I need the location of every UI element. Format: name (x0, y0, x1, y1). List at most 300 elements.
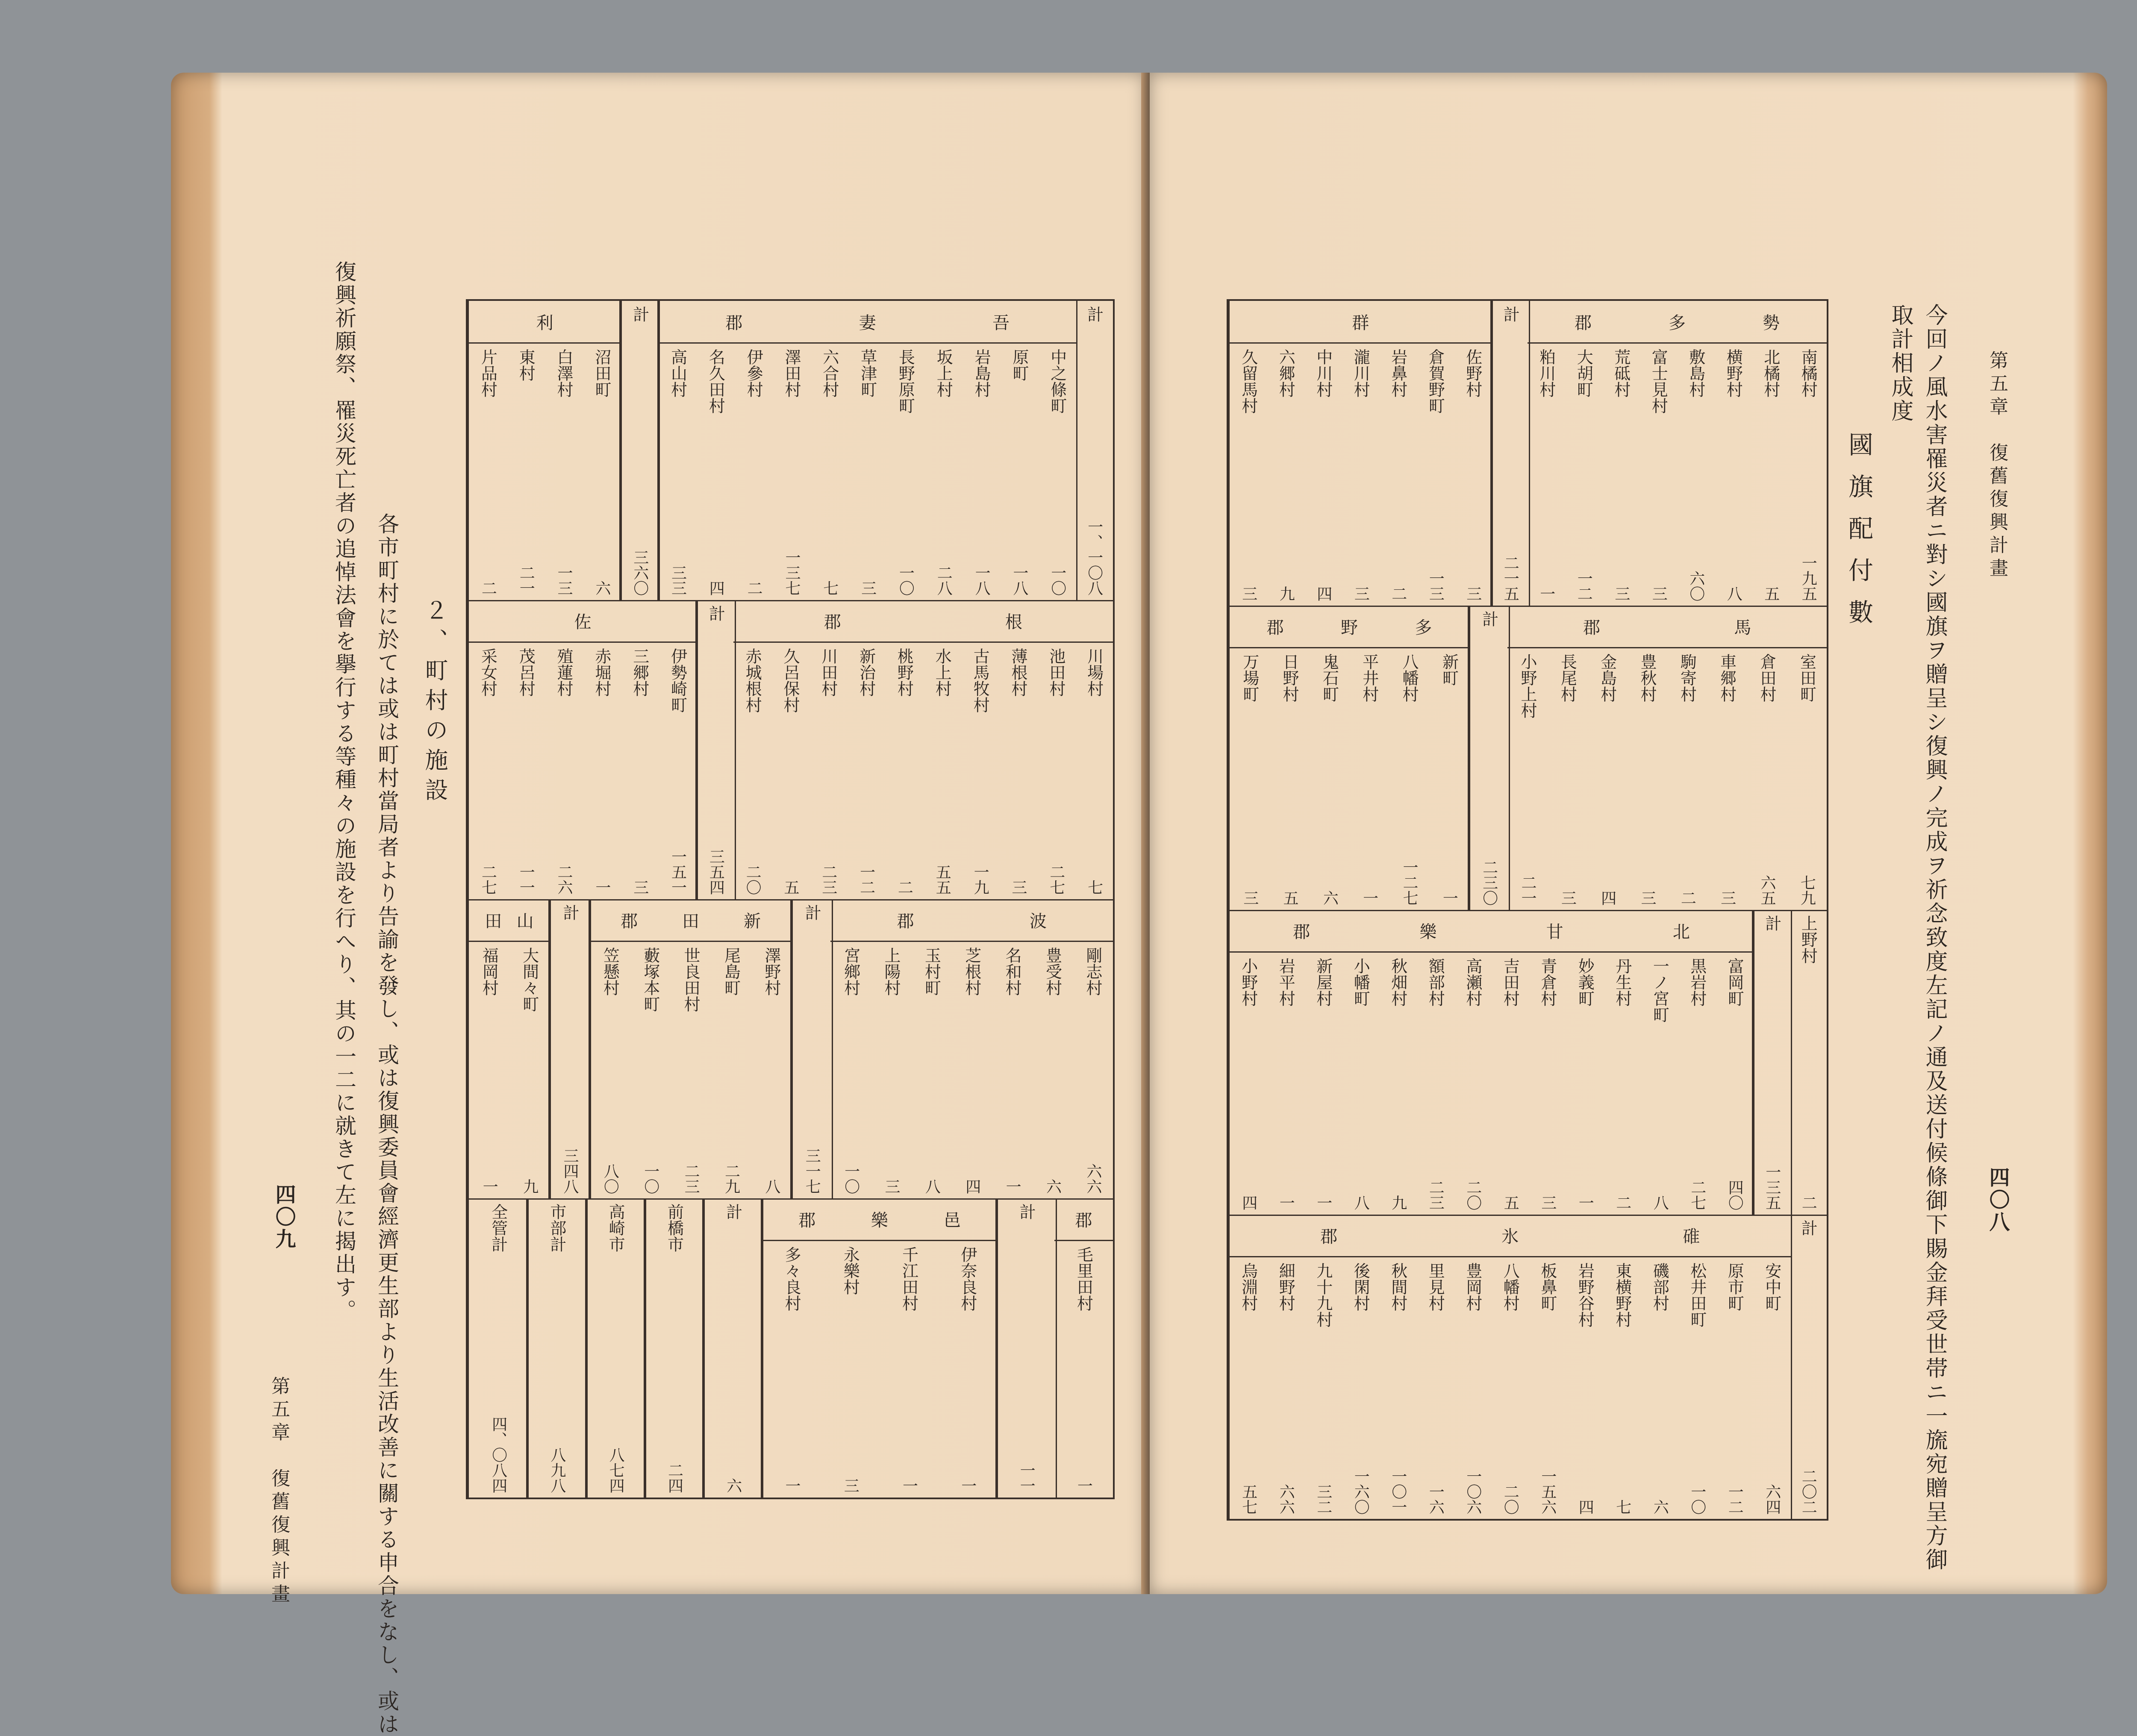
municipality-column (1073, 942, 1113, 1198)
district-name: 勢 多 郡 (1528, 301, 1827, 344)
flag-count: 六五 (1758, 875, 1776, 906)
municipality-name: 伊勢崎町 (668, 648, 687, 713)
flag-count: 三 (1009, 880, 1027, 895)
municipality-column (830, 942, 871, 1198)
municipality-column (809, 643, 847, 899)
municipality-name: 岩島村 (972, 349, 991, 397)
district-group (1054, 1198, 1113, 1498)
flag-count: 一 (1004, 1179, 1021, 1194)
flag-distribution-table (1227, 299, 1828, 1521)
flag-count: 五五 (933, 864, 951, 895)
flag-count: 三 (1239, 586, 1257, 601)
municipality-name: 東村 (516, 349, 536, 381)
municipality-column (1342, 344, 1380, 606)
municipality-name: 久呂保村 (780, 648, 800, 713)
flag-count: 二一五 (1501, 555, 1519, 601)
municipality-name: 秋間村 (1388, 1262, 1407, 1311)
municipality-column (1454, 1257, 1492, 1519)
flag-count: 五 (1762, 586, 1780, 601)
municipality-name: 額部村 (1426, 958, 1445, 1006)
municipality-columns (704, 1198, 762, 1498)
municipality-name: 細野村 (1276, 1262, 1295, 1311)
flag-count: 一、一〇八 (1085, 519, 1103, 596)
municipality-name: 鬼石町 (1320, 653, 1339, 702)
municipality-column (1566, 1257, 1604, 1519)
municipality-name: 青倉村 (1538, 958, 1557, 1006)
flag-count: 四 (1314, 586, 1332, 601)
municipality-name: 池田村 (1046, 648, 1066, 697)
flag-count: 九 (1389, 1195, 1407, 1210)
flag-count: 二三 (682, 1163, 700, 1194)
municipality-name: 高山村 (668, 349, 687, 397)
municipality-column (773, 344, 811, 600)
municipality-column (1267, 1257, 1305, 1519)
municipality-column (771, 643, 809, 899)
municipality-name: 福岡村 (480, 947, 499, 996)
table-band (1228, 1215, 1827, 1519)
municipality-name: 川場村 (1084, 648, 1104, 697)
municipality-column (1310, 648, 1349, 910)
municipality-columns (1230, 1257, 1791, 1519)
municipality-column (469, 1198, 527, 1498)
municipality-column (1492, 301, 1529, 606)
district-group (1507, 606, 1827, 910)
municipality-column (671, 942, 711, 1198)
municipality-column (659, 344, 697, 600)
municipality-column (961, 643, 999, 899)
municipality-name: 一ノ宮町 (1650, 958, 1669, 1023)
municipality-column (1267, 953, 1305, 1215)
municipality-name: 計 (1762, 915, 1781, 931)
municipality-column (963, 344, 1001, 600)
district-group (1228, 606, 1470, 910)
district-name: 波 郡 (830, 899, 1113, 942)
municipality-name: 毛里田村 (1074, 1246, 1093, 1311)
municipality-name: 小野村 (1239, 958, 1258, 1006)
flag-count: 二三 (1427, 1179, 1445, 1210)
municipality-name: 長尾村 (1558, 653, 1577, 702)
municipality-name: 上野村 (1798, 915, 1818, 964)
municipality-name: 吉田村 (1501, 958, 1520, 1006)
municipality-name: 沼田町 (592, 349, 611, 397)
flag-count: 八 (1651, 1195, 1669, 1210)
municipality-name: 富岡町 (1725, 958, 1744, 1006)
flag-count: 一〇六 (1464, 1468, 1482, 1515)
municipality-column (1379, 344, 1417, 606)
flag-count: 二八 (935, 565, 953, 596)
municipality-column (586, 1198, 645, 1498)
municipality-name: 小野上村 (1518, 653, 1537, 718)
municipality-column (1032, 942, 1072, 1198)
flag-count: 一 (1440, 890, 1458, 906)
municipality-columns (469, 942, 550, 1198)
municipality-column (1349, 648, 1389, 910)
municipality-name: 原市町 (1725, 1262, 1744, 1311)
municipality-name: 全管計 (489, 1203, 508, 1252)
municipality-name: 草津町 (858, 349, 877, 397)
municipality-column (1716, 1257, 1754, 1519)
flag-count: 六 (1651, 1499, 1669, 1515)
flag-count: 一 (1075, 1478, 1093, 1493)
district-name: 碓 氷 郡 (1230, 1215, 1791, 1257)
municipality-name: 岩鼻村 (1388, 349, 1407, 397)
municipality-name: 六郷村 (1276, 349, 1295, 397)
municipality-name: 豊岡村 (1463, 1262, 1482, 1311)
municipality-columns (1528, 344, 1827, 606)
flag-count: 六六 (1277, 1484, 1295, 1515)
municipality-column (1038, 344, 1076, 600)
flag-count: 八 (923, 1179, 941, 1194)
municipality-name: 新町 (1439, 653, 1459, 686)
flag-count: 三一七 (803, 1148, 821, 1194)
municipality-column (1075, 301, 1113, 600)
municipality-name: 南橘村 (1798, 349, 1818, 397)
municipality-column (1528, 344, 1565, 606)
flag-count: 四 (1576, 1499, 1594, 1515)
flag-count: 五七 (1239, 1484, 1257, 1515)
district-group (468, 301, 622, 600)
municipality-column (810, 344, 848, 600)
flag-count: 八 (1352, 1195, 1370, 1210)
municipality-column (1417, 344, 1454, 606)
municipality-column (847, 643, 885, 899)
municipality-name: 計 (723, 1203, 742, 1220)
flag-count: 一〇 (842, 1163, 860, 1194)
municipality-name: 藪塚本町 (641, 947, 660, 1012)
flag-count: 一 (1537, 586, 1555, 601)
table-band (468, 1198, 1113, 1498)
municipality-name: 世良田村 (681, 947, 701, 1012)
district-group (702, 1198, 763, 1498)
flag-count: 二 (1678, 890, 1696, 906)
municipality-columns (469, 1198, 527, 1498)
district-group (1228, 301, 1493, 606)
flag-count: 一〇 (897, 565, 915, 596)
municipality-column (1417, 1257, 1454, 1519)
municipality-column (1342, 1257, 1380, 1519)
district-name: 新 田 郡 (590, 899, 792, 942)
municipality-name: 玉村町 (922, 947, 941, 996)
flag-count: 三 (1718, 890, 1736, 906)
municipality-name: 高瀬村 (1463, 958, 1482, 1006)
municipality-name: 長野原町 (896, 349, 915, 414)
municipality-column (871, 942, 911, 1198)
flag-count: 三 (1352, 586, 1370, 601)
municipality-column (1304, 953, 1342, 1215)
municipality-column (645, 1198, 704, 1498)
flag-count: 二七 (1688, 1179, 1706, 1210)
municipality-column (923, 643, 961, 899)
municipality-name: 岩平村 (1276, 958, 1295, 1006)
municipality-name: 桃野村 (895, 648, 914, 697)
municipality-column (1715, 344, 1752, 606)
flag-count: 八 (762, 1179, 780, 1194)
municipality-column (1678, 953, 1716, 1215)
municipality-name: 上陽村 (881, 947, 901, 996)
municipality-column (762, 1241, 821, 1498)
municipality-column (621, 643, 659, 899)
municipality-column (1230, 648, 1269, 910)
municipality-columns (1790, 910, 1827, 1215)
municipality-name: 高崎市 (606, 1203, 625, 1252)
municipality-columns (1230, 648, 1469, 910)
municipality-name: 計 (630, 306, 649, 322)
flag-count: 二〇 (744, 864, 762, 895)
municipality-column (469, 344, 507, 600)
municipality-column (1787, 648, 1827, 910)
flag-count: 七九 (1798, 875, 1816, 906)
flag-count: 一 (959, 1478, 977, 1493)
district-name: 佐 (469, 600, 697, 643)
municipality-column (1389, 648, 1429, 910)
district-group (733, 600, 1113, 899)
municipality-columns (1469, 606, 1509, 910)
flag-count: 一 (1314, 1195, 1332, 1210)
municipality-name: 烏淵村 (1239, 1262, 1258, 1311)
flag-count: 一三五 (1763, 1164, 1781, 1210)
municipality-name: 大胡町 (1574, 349, 1593, 397)
left-section-title: ２、町村の施設 (421, 598, 448, 808)
flag-count: 三六〇 (631, 550, 649, 596)
district-group (1790, 910, 1827, 1215)
district-group (790, 899, 833, 1198)
district-group (1228, 910, 1754, 1215)
municipality-column (1641, 1257, 1679, 1519)
flag-count: 三三 (669, 565, 687, 596)
municipality-columns (469, 344, 621, 600)
right-table-title: 國旗配付數 (1844, 432, 1873, 641)
municipality-column (1267, 344, 1305, 606)
municipality-column (630, 942, 671, 1198)
municipality-column (886, 344, 924, 600)
municipality-name: 六合村 (820, 349, 839, 397)
flag-count: 二 (479, 580, 497, 596)
district-group (468, 899, 551, 1198)
flag-count: 一一 (1018, 1462, 1036, 1493)
municipality-column (952, 942, 992, 1198)
municipality-column (1269, 648, 1309, 910)
municipality-column (938, 1241, 997, 1498)
open-book (171, 73, 2103, 1736)
flag-count: 一五六 (1539, 1468, 1557, 1515)
municipality-column (1587, 648, 1627, 910)
municipality-name: 久留馬村 (1239, 349, 1258, 414)
municipality-name: 剛志村 (1083, 947, 1102, 996)
municipality-column (469, 643, 507, 899)
flag-count: 二一 (517, 565, 535, 596)
municipality-columns (1230, 953, 1753, 1215)
flag-count: 六 (724, 1478, 742, 1493)
municipality-column (621, 301, 659, 600)
municipality-name: 中川村 (1313, 349, 1333, 397)
municipality-column (885, 643, 923, 899)
municipality-name: 坂上村 (934, 349, 953, 397)
flag-count: 一〇 (1048, 565, 1066, 596)
municipality-name: 丹生村 (1613, 958, 1632, 1006)
municipality-name: 澤野村 (762, 947, 781, 996)
municipality-column (848, 344, 886, 600)
municipality-name: 八幡村 (1400, 653, 1419, 702)
municipality-column (1790, 1215, 1827, 1519)
district-name: 郡 (1054, 1198, 1113, 1241)
municipality-name: 小幡町 (1351, 958, 1370, 1006)
municipality-name: 磯部村 (1650, 1262, 1669, 1311)
municipality-column (1790, 910, 1827, 1215)
municipality-name: 名久田村 (706, 349, 725, 414)
flag-count: 三五四 (707, 849, 725, 895)
flag-count: 二〇二 (1799, 1468, 1817, 1515)
municipality-column (469, 942, 509, 1198)
district-name: 北 甘 樂 郡 (1230, 910, 1753, 953)
municipality-column (1753, 910, 1791, 1215)
flag-count: 六 (1044, 1179, 1062, 1194)
municipality-name: 妙義町 (1575, 958, 1595, 1006)
municipality-name: 松井田町 (1687, 1262, 1707, 1327)
municipality-name: 計 (1501, 306, 1520, 322)
municipality-name: 岩野谷村 (1575, 1262, 1595, 1327)
flag-count: 八 (1725, 586, 1743, 601)
municipality-name: 金島村 (1598, 653, 1617, 702)
municipality-name: 九十九村 (1313, 1262, 1333, 1327)
flag-count: 二三 (819, 864, 837, 895)
municipality-name: 倉田村 (1757, 653, 1776, 702)
district-group (761, 1198, 998, 1498)
flag-count: 六〇 (1687, 570, 1705, 601)
flag-count: 三 (1241, 890, 1259, 906)
municipality-column (1492, 953, 1529, 1215)
municipality-name: 計 (802, 904, 821, 921)
municipality-columns (1230, 344, 1492, 606)
district-name: 多 野 郡 (1230, 606, 1469, 648)
municipality-name: 計 (560, 904, 579, 921)
municipality-name: 千江田村 (899, 1246, 918, 1311)
municipality-column (1417, 953, 1454, 1215)
flag-count: 三 (882, 1179, 900, 1194)
municipality-name: 東横野村 (1613, 1262, 1632, 1327)
district-group (1468, 606, 1510, 910)
right-intro-line-1: 今回ノ風水害罹災者ニ對シ國旗ヲ贈呈シ復興ノ完成ヲ祈念致度左記ノ通及送付候條御下賜金拜受世帯ニ一旒宛贈呈方御 (1922, 303, 1947, 1572)
municipality-column (590, 942, 630, 1198)
flag-count: 八九八 (548, 1447, 566, 1493)
municipality-name: 采女村 (478, 648, 497, 697)
municipality-name: 里見村 (1426, 1262, 1445, 1311)
municipality-name: 安中町 (1762, 1262, 1781, 1311)
flag-count: 四〇 (1726, 1179, 1744, 1210)
flag-count: 七 (821, 580, 839, 596)
flag-count: 三 (1559, 890, 1577, 906)
municipality-name: 新治村 (857, 648, 876, 697)
municipality-name: 日野村 (1280, 653, 1299, 702)
district-group (695, 600, 736, 899)
district-group (1528, 301, 1827, 606)
district-group (589, 899, 793, 1198)
flag-count: 二三〇 (1480, 859, 1498, 906)
flag-count: 二〇 (1464, 1179, 1482, 1210)
municipality-name: 赤城根村 (743, 648, 762, 713)
municipality-column (1678, 1257, 1716, 1519)
municipality-column (550, 899, 590, 1198)
district-group (1790, 1215, 1827, 1519)
flag-count: 一 (783, 1478, 801, 1493)
municipality-name: 笠懸村 (600, 947, 620, 996)
municipality-column (821, 1241, 880, 1498)
municipality-columns (1054, 1241, 1113, 1498)
table-band (468, 899, 1113, 1198)
flag-count: 七 (1085, 880, 1103, 895)
municipality-name: 薄根村 (1008, 648, 1027, 697)
right-page-header: 第五章 復舊復興計畫 (1986, 350, 2008, 581)
flag-count: 一八 (973, 565, 991, 596)
municipality-name: 平井村 (1360, 653, 1379, 702)
flag-count: 一九 (971, 864, 989, 895)
municipality-name: 粕川村 (1537, 349, 1556, 397)
left-body-line-1: 各市町村に於ては或は町村當局者より告諭を發し、或は復興委員會經濟更生部より生活改善に關する申合をなし、或は (374, 513, 399, 1736)
municipality-column (545, 344, 583, 600)
flag-count: 三二 (1314, 1484, 1332, 1515)
municipality-column (1565, 344, 1603, 606)
table-band (1228, 301, 1827, 606)
municipality-column (1529, 953, 1566, 1215)
municipality-name: 後閑村 (1351, 1262, 1370, 1311)
municipality-column (733, 643, 771, 899)
flag-count: 一三 (555, 565, 573, 596)
municipality-columns (733, 643, 1113, 899)
district-group (1228, 1215, 1792, 1519)
left-page-header: 第五章 復舊復興計畫 (268, 1376, 290, 1607)
flag-count: 一〇 (642, 1163, 659, 1194)
district-group (1752, 910, 1792, 1215)
district-group (644, 1198, 705, 1498)
flag-count: 一八 (1010, 565, 1028, 596)
municipality-column (1604, 1257, 1641, 1519)
municipality-columns (645, 1198, 704, 1498)
municipality-column (1304, 1257, 1342, 1519)
flag-count: 一六〇 (1352, 1468, 1370, 1515)
flag-count: 一二七 (1401, 859, 1418, 906)
municipality-column (509, 942, 549, 1198)
flag-count: 二四 (665, 1462, 683, 1493)
municipality-column (697, 344, 735, 600)
flag-count: 二 (1389, 586, 1407, 601)
flag-count: 四、〇八四 (489, 1416, 507, 1493)
municipality-columns (1492, 301, 1529, 606)
flag-count: 四 (1598, 890, 1616, 906)
flag-count: 二六 (555, 864, 573, 895)
municipality-column (992, 942, 1032, 1198)
flag-count: 一二 (1575, 570, 1593, 601)
municipality-column (1230, 953, 1267, 1215)
municipality-column (1037, 643, 1075, 899)
flag-count: 三 (1539, 1195, 1557, 1210)
flag-distribution-table-continued (466, 299, 1115, 1499)
municipality-column (999, 643, 1037, 899)
flag-count: 三 (1612, 586, 1630, 601)
municipality-name: 多々良村 (782, 1246, 801, 1311)
municipality-name: 瀧川村 (1351, 349, 1370, 397)
municipality-name: 永樂村 (841, 1246, 860, 1295)
municipality-columns (1753, 910, 1791, 1215)
flag-count: 一六 (1427, 1484, 1445, 1515)
municipality-columns (659, 344, 1076, 600)
left-body-line-2: 復興祈願祭、罹災死亡者の追悼法會を擧行する等種々の施設を行へり、其の一二に就きて左に揭出す。 (332, 261, 356, 1322)
table-band (468, 301, 1113, 600)
municipality-column (545, 643, 583, 899)
municipality-column (1429, 648, 1469, 910)
municipality-column (1342, 953, 1380, 1215)
flag-count: 二一 (1519, 875, 1537, 906)
municipality-column (1640, 344, 1678, 606)
municipality-column (1230, 1257, 1267, 1519)
